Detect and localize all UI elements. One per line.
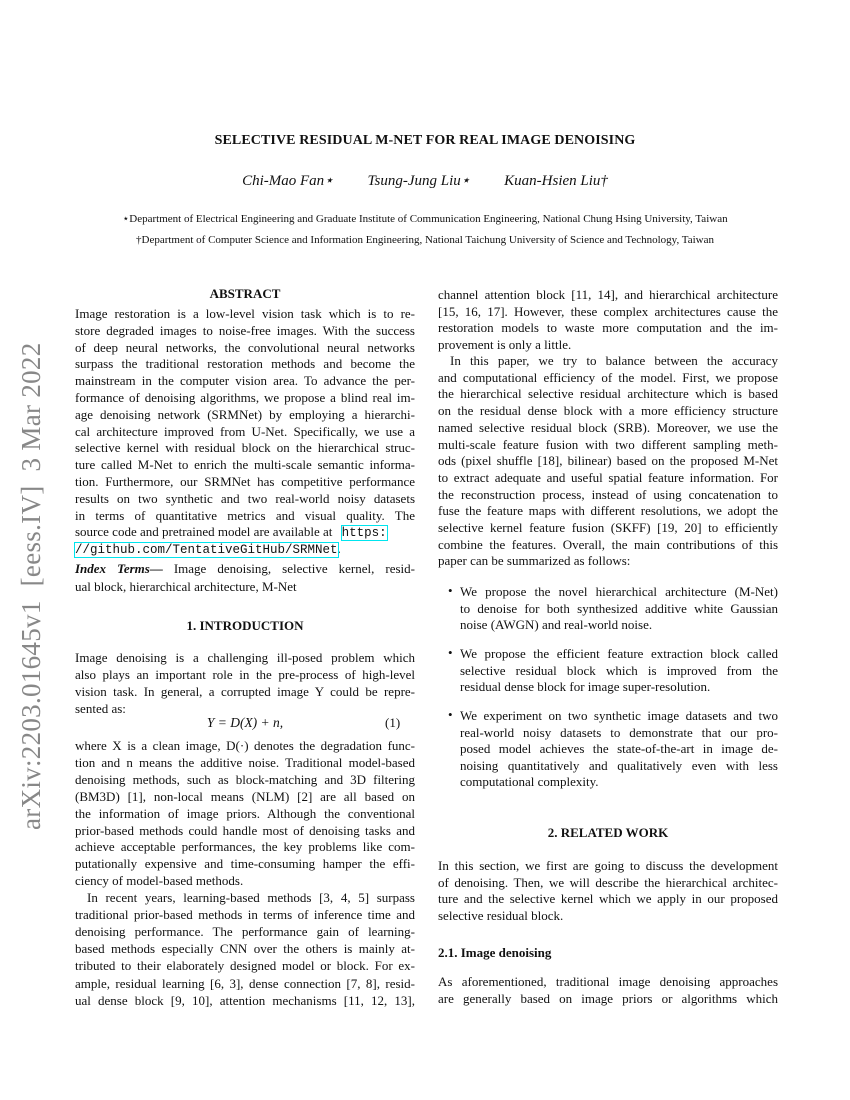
text-line: [15, 16, 17]. However, these complex architectures cause the bbox=[438, 303, 778, 319]
equation-1: Y = D(X) + n, bbox=[206, 715, 284, 730]
introduction-heading: 1. INTRODUCTION bbox=[186, 618, 304, 633]
text-line: noising quantitatively and qualitatively even with less bbox=[460, 757, 778, 773]
github-link[interactable]: //github.com/TentativeGitHub/SRMNet bbox=[75, 543, 338, 557]
text-line: Image denoising is a challenging ill-posed problem which bbox=[75, 650, 415, 665]
text-line: provement is only a little. bbox=[438, 336, 572, 352]
text: Image denoising, selective kernel, resid- bbox=[162, 561, 415, 576]
text-line: tion. Furthermore, our SRMNet has competitive performance bbox=[75, 474, 415, 489]
text-line: fuse the feature maps with different resolutions, we adopt the bbox=[438, 503, 778, 519]
text-line: also plays an important role in the pre-process of high-level bbox=[75, 666, 415, 682]
index-terms-label: Index Terms— bbox=[75, 561, 163, 576]
arxiv-category: [eess.IV] bbox=[16, 485, 46, 587]
arxiv-date: 3 Mar 2022 bbox=[16, 342, 46, 472]
text-line: real-world noisy datasets to demonstrate that our pro- bbox=[460, 724, 778, 740]
text-line: store degraded images to noise-free images. With the success bbox=[75, 322, 415, 338]
text-line: surpass the traditional restoration methods and become the bbox=[75, 356, 415, 372]
text-line: ample, residual learning [6, 3], dense connection [7, 8], resid- bbox=[75, 975, 415, 991]
text-line: In recent years, learning-based methods [3, 4, 5] surpass bbox=[87, 890, 415, 905]
text-line: Image restoration is a low-level vision task which is to re- bbox=[75, 306, 415, 321]
subsection-heading: 2.1. Image denoising bbox=[438, 945, 552, 960]
text-line: mainstream in the computer vision area. To advance the per- bbox=[75, 373, 415, 389]
text-line: to extract adequate and useful spatial feature information. For bbox=[438, 469, 778, 485]
text-line: selective kernel with residual block on the hierarchical struc- bbox=[75, 440, 415, 456]
text-line: of deep neural networks, the convolutional neural networks bbox=[75, 339, 415, 355]
github-link[interactable]: https: bbox=[341, 526, 387, 540]
text-line: putationally expensive and time-consuming hamper the effi- bbox=[75, 856, 415, 872]
text-line: the reconstruction process, instead of using concatenation to bbox=[438, 486, 778, 502]
index-terms-line bbox=[75, 561, 415, 577]
text-line: based methods especially CNN over the others is mainly at- bbox=[75, 941, 415, 957]
text: source code and pretrained model are available at bbox=[75, 524, 336, 539]
text-line: posed model achieves the state-of-the-art in image de- bbox=[460, 741, 778, 757]
paper-title: SELECTIVE RESIDUAL M-NET FOR REAL IMAGE DENOISING bbox=[214, 133, 636, 148]
abstract-heading: ABSTRACT bbox=[209, 286, 281, 301]
equation-number: (1) bbox=[385, 715, 401, 730]
text-line: selective kernel feature fusion (SKFF) [19, 20] to efficiently bbox=[438, 520, 778, 535]
arxiv-id: arXiv:2203.01645v1 bbox=[16, 600, 46, 830]
text-line: ciency of model-based methods. bbox=[75, 873, 244, 889]
text-line: in terms of quantitative metrics and visual quality. The bbox=[75, 507, 415, 523]
text-line: vision task. In general, a corrupted image Y could be repre- bbox=[75, 683, 415, 699]
text-line: results on two synthetic and two real-world noisy datasets bbox=[75, 490, 415, 506]
text-line: named selective residual block (SRB). Moreover, we use the bbox=[438, 419, 778, 435]
text-line: In this section, we first are going to discuss the development bbox=[438, 858, 778, 873]
text-line: denoising performance. The performance gain of learning- bbox=[75, 924, 415, 940]
text-line: restoration models to waste more computation and the im- bbox=[438, 320, 778, 336]
affiliation: †Department of Computer Science and Information Engineering, National Taichung University of Science and Technology, Taiwan bbox=[136, 234, 714, 246]
text-line: ture and the selective kernel which we apply in our proposed bbox=[438, 891, 778, 907]
author: Chi-Mao Fan⋆ bbox=[242, 173, 334, 189]
bullet-icon: • bbox=[448, 645, 453, 660]
text-line: the information of image priors. Although the conventional bbox=[75, 805, 415, 821]
author: Kuan-Hsien Liu† bbox=[504, 173, 608, 189]
abstract-link-line bbox=[75, 541, 415, 558]
text-line: tributed to their elaborately designed model or block. For ex- bbox=[75, 958, 415, 974]
bullet-icon: • bbox=[448, 583, 453, 598]
text-line: prior-based methods could handle most of denoising tasks and bbox=[75, 822, 415, 838]
text-line: are generally based on image priors or algorithms which bbox=[438, 991, 778, 1006]
text-line: We propose the efficient feature extraction block called bbox=[460, 646, 778, 661]
text-line: We experiment on two synthetic image datasets and two bbox=[460, 708, 778, 723]
author-list bbox=[0, 171, 850, 190]
text-line: paper can be summarized as follows: bbox=[438, 553, 631, 569]
text-line: residual dense block for image super-resolution. bbox=[460, 679, 711, 695]
text-line: combine the features. Overall, the main contributions of this bbox=[438, 536, 778, 552]
text-line: ods (pixel shuffle [18], bilinear) based on the proposed M-Net bbox=[438, 453, 778, 469]
text-line: age denoising network (SRMNet) by employing a hierarchi- bbox=[75, 406, 415, 422]
text-line: formance of denoising algorithms, we propose a blind real im- bbox=[75, 390, 415, 405]
text-line: ture called M-Net to enrich the multi-scale semantic informa- bbox=[75, 457, 415, 473]
text-line: achieve acceptable performances, the key problems like com- bbox=[75, 839, 415, 855]
text-line: In this paper, we try to balance between the accuracy bbox=[450, 353, 778, 368]
text-line: cal architecture improved from U-Net. Specifically, we use a bbox=[75, 423, 415, 439]
text-line: traditional prior-based methods in terms of inference time and bbox=[75, 907, 415, 923]
text-line: selective residual block which is improved from the bbox=[460, 662, 778, 678]
text: . bbox=[337, 541, 341, 556]
text-line: denoising methods, such as block-matching and 3D filtering bbox=[75, 771, 415, 787]
text-line: the hierarchical selective residual architecture which is based bbox=[438, 386, 778, 402]
abstract-link-line bbox=[75, 524, 415, 541]
text-line: We propose the novel hierarchical architecture (M-Net) bbox=[460, 584, 778, 599]
text-line: where X is a clean image, D(·) denotes the degradation func- bbox=[75, 738, 415, 753]
text-line: selective residual block. bbox=[438, 908, 564, 924]
bullet-icon: • bbox=[448, 707, 453, 722]
text-line: multi-scale feature fusion with two different sampling meth- bbox=[438, 436, 778, 452]
text-line: of denoising. Then, we will describe the hierarchical architec- bbox=[438, 874, 778, 890]
text-line: tion and n means the additive noise. Traditional model-based bbox=[75, 754, 415, 770]
text-line: on the residual dense block with a more efficiency structure bbox=[438, 403, 778, 419]
text-line: (BM3D) [1], non-local means (NLM) [2] are all based on bbox=[75, 788, 415, 804]
index-terms-line: ual block, hierarchical architecture, M-Net bbox=[75, 579, 297, 594]
arxiv-side-label bbox=[16, 328, 47, 830]
text-line: and computational efficiency of the model. First, we propose bbox=[438, 369, 778, 385]
text-line: noise (AWGN) and real-world noise. bbox=[460, 617, 653, 633]
text-line: ual dense block [9, 10], attention mechanisms [11, 12, 13], bbox=[75, 992, 415, 1008]
text-line: As aforementioned, traditional image denoising approaches bbox=[438, 974, 778, 989]
text-line: computational complexity. bbox=[460, 774, 599, 790]
related-work-heading: 2. RELATED WORK bbox=[547, 825, 669, 840]
author: Tsung-Jung Liu⋆ bbox=[367, 173, 471, 189]
text-line: channel attention block [11, 14], and hierarchical architecture bbox=[438, 287, 778, 302]
affiliation: ⋆Department of Electrical Engineering and Graduate Institute of Communication Engineering, National Chung Hsing University, Taiwan bbox=[122, 213, 728, 225]
text-line: to denoise for both synthesized additive white Gaussian bbox=[460, 600, 778, 616]
text-line: sented as: bbox=[75, 700, 126, 716]
